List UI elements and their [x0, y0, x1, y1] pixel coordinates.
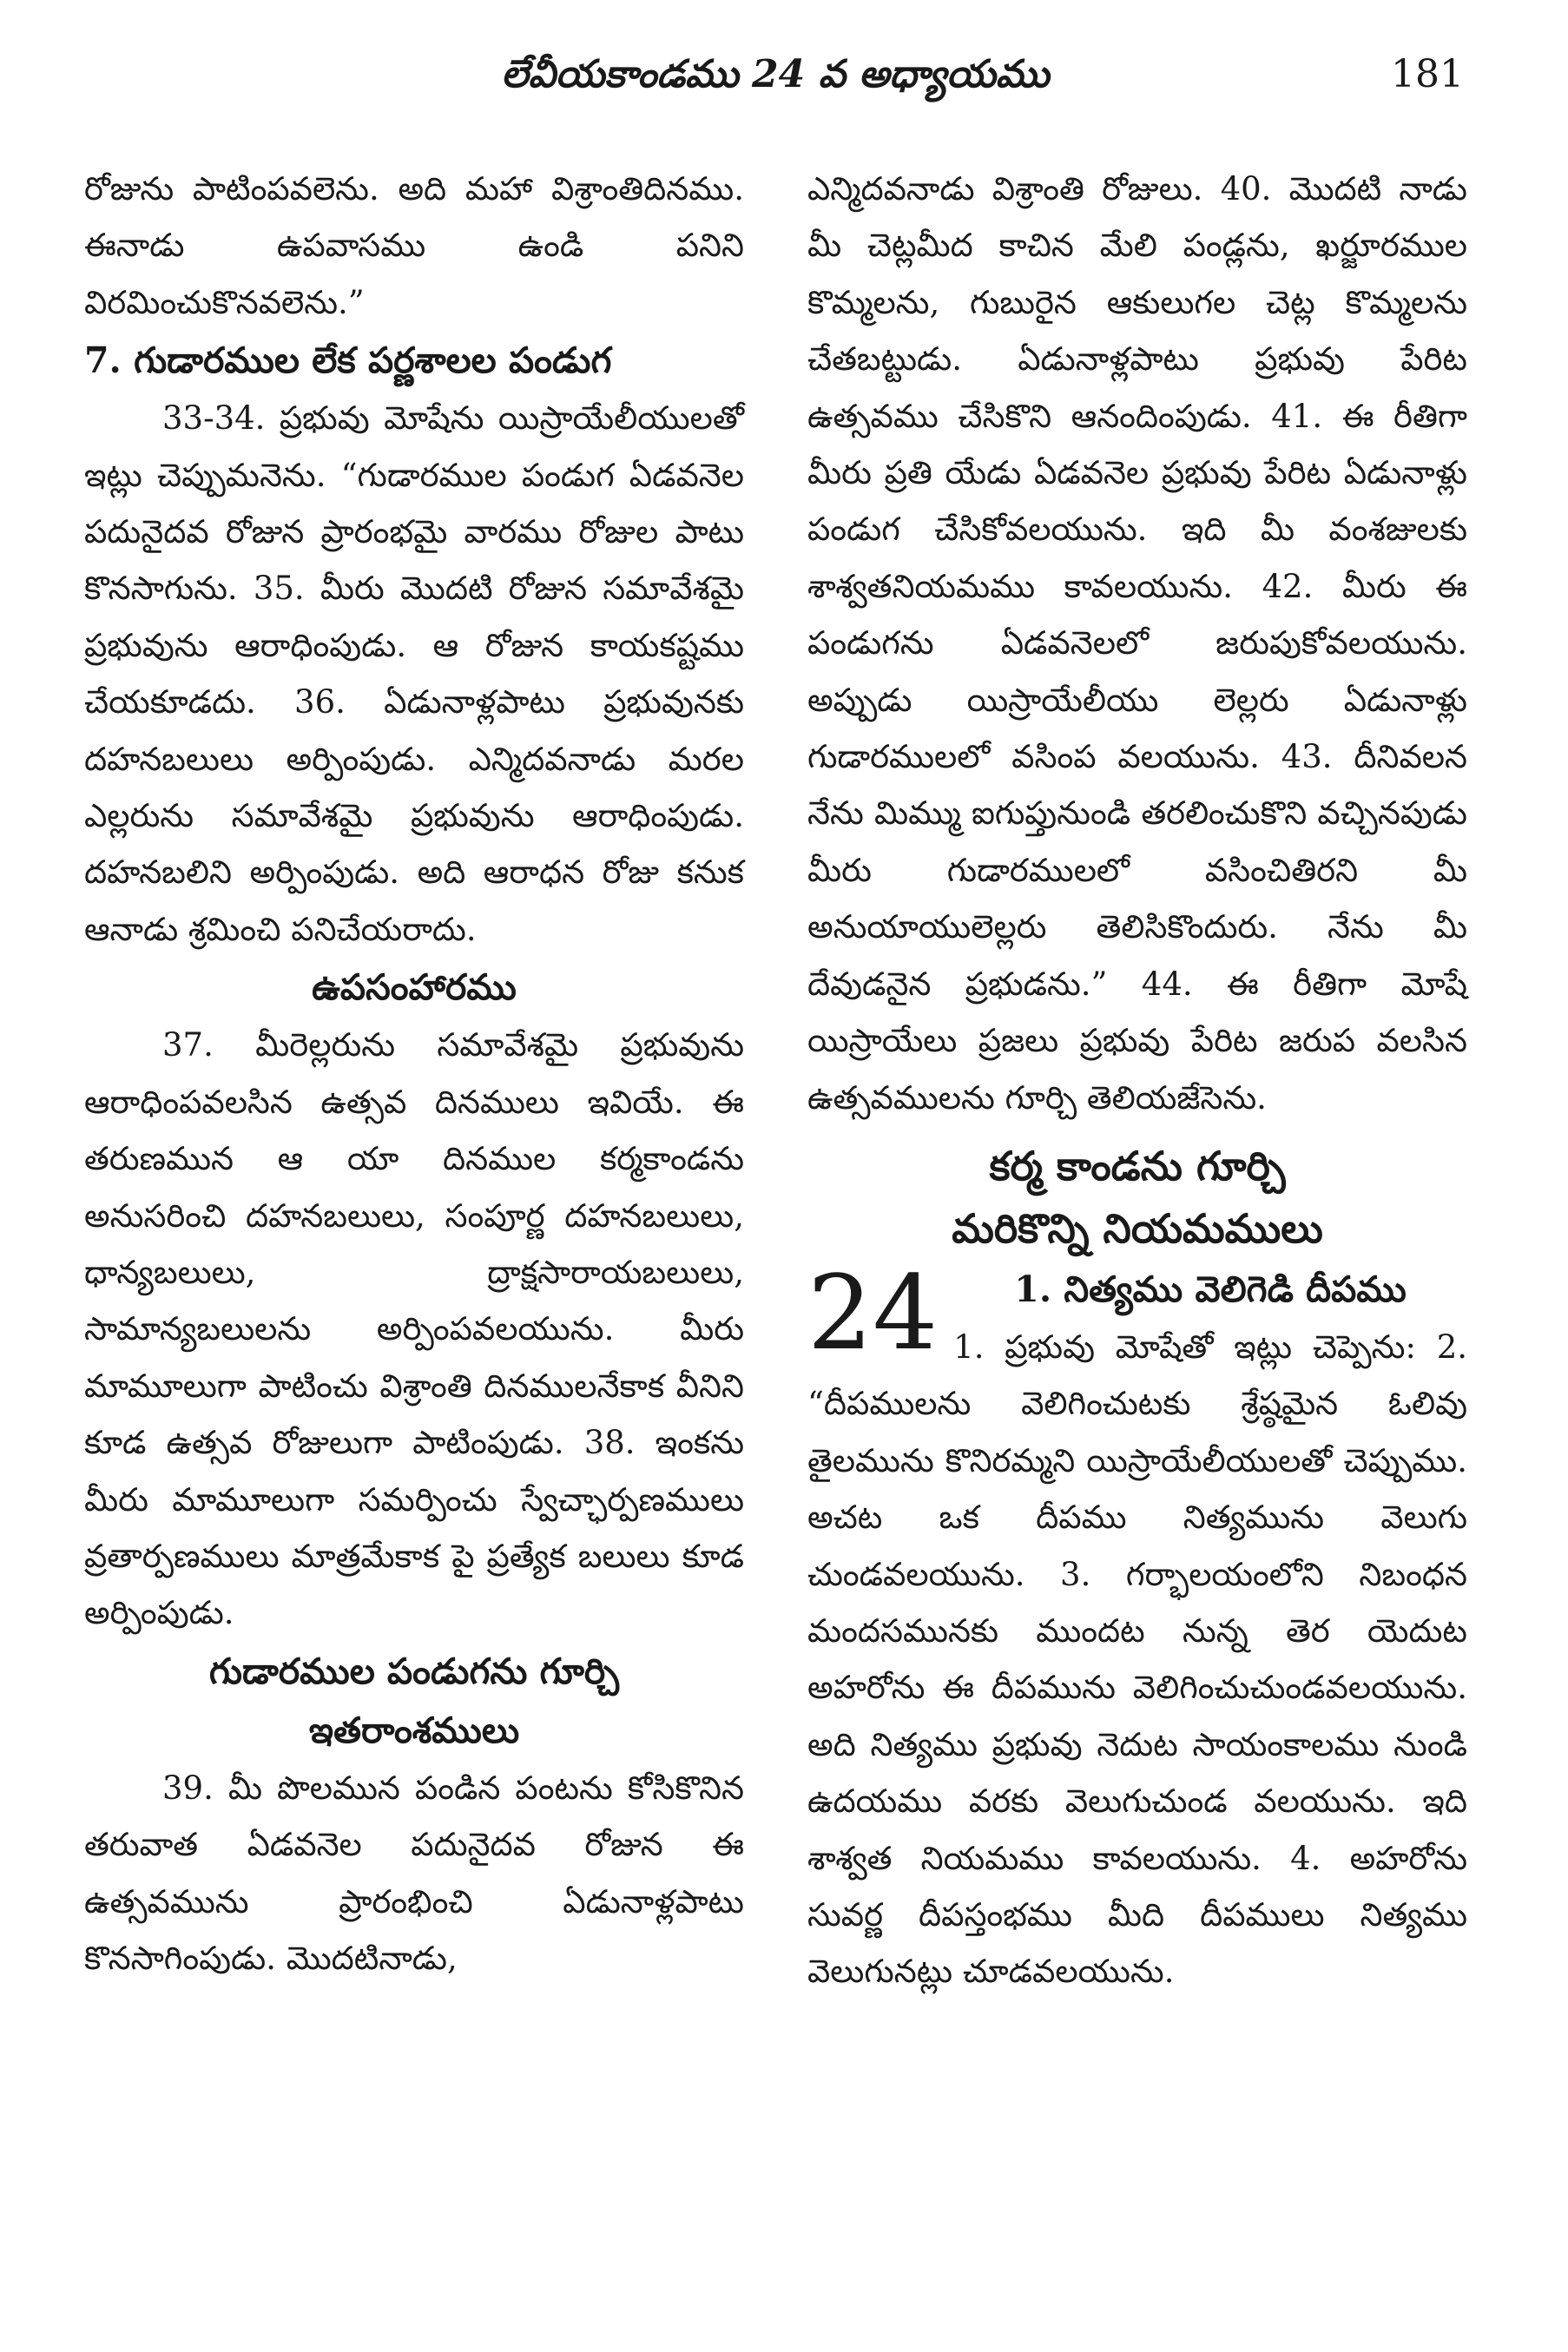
page-number: 181 — [1391, 52, 1464, 96]
right-column — [807, 161, 1467, 2000]
section-heading: మరికొన్ని నియమములు — [952, 1204, 1323, 1252]
paragraph: ఎన్మిదవనాడు విశ్రాంతి రోజులు. 40. మొదటి నాడు మీ చెట్లమీద కాచిన మేలి పండ్లను, ఖర్జూరముల కొమ్మలను, గుబురైన ఆకులుగల చెట్ల కొమ్మలను చేతబట్టుడు. ఏడునాళ్లపాటు ప్రభువు పేరిట ఉత్సవము చేసికొని ఆనందింపుడు. 41. ఈ రీతిగా మీరు ప్రతి యేడు ఏడవనెల ప్రభువు పేరిట ఏడునాళ్లు పండుగ చేసికోవలయును. ఇది మీ వంశజులకు శాశ్వతనియమము కావలయును. 42. మీరు ఈ పండుగను ఏడవనెలలో జరుపుకోవలయును. అప్పుడు యిస్రాయేలీయు లెల్లరు ఏడునాళ్లు గుడారములలో వసింప వలయును. 43. దీనివలన నేను మిమ్ము ఐగుప్తునుండి తరలించుకొని వచ్చినపుడు మీరు గుడారములలో వసించితిరని మీ అనుయాయులెల్లరు తెలిసికొందురు. నేను మీ దేవుడనైన ప్రభుడను.” 44. ఈ రీతిగా మోషే యిస్రాయేలు ప్రజలు ప్రభువు పేరిట జరుప వలసిన ఉత్సవములను గూర్చి తెలియజేసెను. — [807, 170, 1467, 1117]
chapter-block — [807, 1252, 1467, 2000]
section-heading: కర్మ కాండను గూర్చి — [989, 1142, 1286, 1189]
section-heading: 7. గుడారముల లేక పర్ణశాలల పండుగ — [84, 339, 612, 382]
paragraph: రోజును పాటింపవలెను. అది మహా విశ్రాంతిదినము. ఈనాడు ఉపవాసము ఉండి పనిని విరమించుకొనవలెను.” — [84, 170, 744, 321]
section-heading: గుడారముల పండుగను గూర్చి — [208, 1650, 620, 1692]
page-header — [87, 52, 1464, 113]
chapter-number: 24 — [807, 1252, 939, 1373]
paragraph: 39. మీ పొలమున పండిన పంటను కోసికొనిన తరువాత ఏడవనెల పదునైదవ రోజున ఈ ఉత్సవమును ప్రారంభించి ఏడునాళ్లపాటు కొనసాగింపుడు. మొదటినాడు, — [84, 1769, 744, 1977]
paragraph: 37. మీరెల్లరును సమావేశమై ప్రభువును ఆరాధింపవలసిన ఉత్సవ దినములు ఇవియే. ఈ తరుణమున ఆ యా దినముల కర్మకాండను అనుసరించి దహనబలులు, సంపూర్ణ దహనబలులు, ధాన్యబలులు, ద్రాక్షసారాయబలులు, సామాన్యబలులను అర్పింపవలయును. మీరు మామూలుగా పాటించు విశ్రాంతి దినములనేకాక వీనిని కూడ ఉత్సవ రోజులుగా పాటింపుడు. 38. ఇంకను మీరు మామూలుగా సమర్పించు స్వేచ్ఛార్పణములు వ్రతార్పణములు మాత్రమేకాక పై ప్రత్యేక బలులు కూడ అర్పింపుడు. — [84, 1026, 745, 1632]
left-column — [84, 161, 744, 1986]
paragraph: 1. ప్రభువు మోషేతో ఇట్లు చెప్పెను: 2. “దీపములను వెలిగించుటకు శ్రేష్ఠమైన ఓలివు తైలమును కొనిరమ్మని యిస్రాయేలీయులతో చెప్పుము. అచట ఒక దీపము నిత్యమును వెలుగు చుండవలయును. 3. గర్భాలయంలోని నిబంధన మందసమునకు ముందట నున్న తెర యెదుట అహరోను ఈ దీపమును వెలిగించుచుండవలయును. అది నిత్యము ప్రభువు నెదుట సాయంకాలము నుండి ఉదయము వరకు వెలుగుచుండ వలయును. ఇది శాశ్వత నియమము కావలయును. 4. అహరోను సువర్ణ దీపస్తంభము మీది దీపములు నిత్యము వెలుగునట్లు చూడవలయును. — [807, 1328, 1467, 1991]
paragraph: 33-34. ప్రభువు మోషేను యిస్రాయేలీయులతో ఇట్లు చెప్పుమనెను. “గుడారముల పండుగ ఏడవనెల పదునైదవ రోజున ప్రారంభమై వారము రోజుల పాటు కొనసాగును. 35. మీరు మొదటి రోజున సమావేశమై ప్రభువును ఆరాధింపుడు. ఆ రోజున కాయకష్టము చేయకూడదు. 36. ఏడునాళ్లపాటు ప్రభువునకు దహనబలులు అర్పింపుడు. ఎన్మిదవనాడు మరల ఎల్లరును సమావేశమై ప్రభువును ఆరాధింపుడు. దహనబలిని అర్పింపుడు. అది ఆరాధన రోజు కనుక ఆనాడు శ్రమించి పనిచేయరాదు. — [84, 399, 744, 948]
section-heading: ఉపసంహారము — [312, 966, 517, 1009]
section-heading: ఇతరాంశములు — [308, 1709, 520, 1751]
section-heading: 1. నిత్యము వెలిగెడి దీపము — [1014, 1268, 1407, 1310]
running-title: లేవీయకాండము 24 వ అధ్యాయము — [501, 52, 1050, 96]
